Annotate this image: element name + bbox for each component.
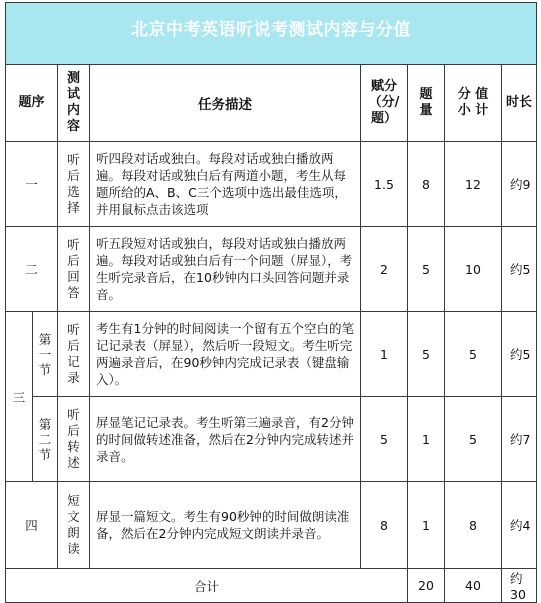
row-description: 听五段短对话或独白，每段对话或独白播放两遍。每段对话或独白后有一个问题（屏显），考生听完录音后，在10秒钟内口头回答问题并录音。: [90, 227, 361, 312]
row-points: 10: [445, 227, 502, 312]
row-score: 1.5: [361, 142, 408, 227]
total-label: 合计: [6, 569, 408, 603]
table-row: [6, 142, 537, 227]
total-count: 20: [408, 569, 445, 603]
header-task: 任务描述: [90, 65, 361, 142]
score-table: [5, 2, 537, 603]
table-row: [6, 397, 537, 482]
row-duration: 约9: [502, 142, 537, 227]
row-count: 5: [408, 227, 445, 312]
row-duration: 约5: [502, 227, 537, 312]
header-duration: 时长: [502, 65, 537, 142]
row-count: 1: [408, 482, 445, 569]
row-content: 听 后 回 答: [58, 227, 90, 312]
table-title: 北京中考英语听说考测试内容与分值: [6, 3, 537, 65]
row-score: 8: [361, 482, 408, 569]
row-content: 听 后 转 述: [58, 397, 90, 482]
header-content: 测 试 内 容: [58, 65, 90, 142]
header-points: 分 值 小 计: [445, 65, 502, 142]
row-order: 二: [6, 227, 58, 312]
total-points: 40: [445, 569, 502, 603]
row-description: 听四段对话或独白。每段对话或独白播放两遍。每段对话或独白后有两道小题，考生从每题所给的A、B、C三个选项中选出最佳选项，并用鼠标点击该选项: [90, 142, 361, 227]
header-order: 题序: [6, 65, 58, 142]
row-score: 1: [361, 312, 408, 397]
total-row: [6, 569, 537, 603]
row-section: 第 二 节: [33, 397, 58, 482]
row-count: 5: [408, 312, 445, 397]
row-order: 四: [6, 482, 58, 569]
row-points: 12: [445, 142, 502, 227]
row-score: 5: [361, 397, 408, 482]
table-row: [6, 312, 537, 397]
row-content: 听 后 记 录: [58, 312, 90, 397]
table-row: [6, 482, 537, 569]
row-points: 8: [445, 482, 502, 569]
row-duration: 约5: [502, 312, 537, 397]
row-duration: 约4: [502, 482, 537, 569]
row-score: 2: [361, 227, 408, 312]
header-question-count: 题 量: [408, 65, 445, 142]
row-points: 5: [445, 312, 502, 397]
row-description: 屏显笔记记录表。考生听第三遍录音，有2分钟的时间做转述准备，然后在2分钟内完成转述并录音。: [90, 397, 361, 482]
total-duration: 约30: [502, 569, 537, 603]
row-content: 短 文 朗 读: [58, 482, 90, 569]
table-row: [6, 227, 537, 312]
row-points: 5: [445, 397, 502, 482]
row-section: 第 一 节: [33, 312, 58, 397]
row-duration: 约7: [502, 397, 537, 482]
row-order: 一: [6, 142, 58, 227]
row-order: 三: [6, 312, 33, 482]
row-count: 8: [408, 142, 445, 227]
row-content: 听 后 选 择: [58, 142, 90, 227]
row-description: 考生有1分钟的时间阅读一个留有五个空白的笔记记录表（屏显），然后听一段短文。考生听完两遍录音后，在90秒钟内完成记录表（键盘输入）。: [90, 312, 361, 397]
row-count: 1: [408, 397, 445, 482]
row-description: 屏显一篇短文。考生有90秒钟的时间做朗读准备，然后在2分钟内完成短文朗读并录音。: [90, 482, 361, 569]
header-row: [6, 65, 537, 142]
header-score-per-question: 赋分 （分/ 题）: [361, 65, 408, 142]
